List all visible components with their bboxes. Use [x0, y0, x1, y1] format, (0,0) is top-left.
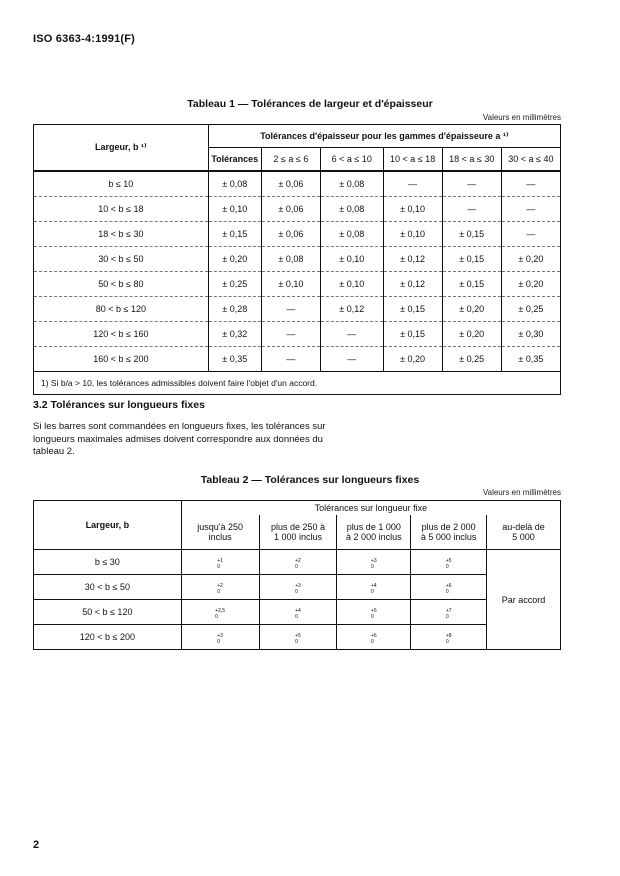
table2-caption: Tableau 2 — Tolérances sur longueurs fixes: [200, 474, 420, 486]
length-tolerance: [259, 550, 337, 575]
row-label: b ≤ 10: [34, 171, 209, 197]
upper-deviation: +2,5: [215, 608, 226, 614]
thickness-tolerance: ± 0,20: [501, 247, 560, 272]
thickness-tolerance: ± 0,25: [501, 297, 560, 322]
thickness-tolerance: ± 0,12: [383, 272, 442, 297]
range-line1: plus de 250 à: [270, 522, 325, 532]
table2-header-range: [181, 515, 259, 550]
upper-deviation: +6: [370, 633, 377, 639]
by-agreement: Par accord: [487, 550, 561, 650]
thickness-tolerance: ± 0,08: [320, 197, 383, 222]
table-row: [34, 197, 561, 222]
upper-deviation: +8: [445, 633, 452, 639]
range-line2: à 2 000 inclus: [346, 532, 402, 542]
section-paragraph: Si les barres sont commandées en longueurs fixes, les tolérances sur longueurs maximales admises doivent correspondre aux données du tableau 2.: [33, 421, 326, 457]
thickness-tolerance: —: [320, 347, 383, 372]
length-tolerance: [411, 625, 487, 650]
upper-deviation: +5: [295, 633, 301, 639]
table-row: [34, 575, 561, 600]
lower-deviation: 0: [445, 614, 449, 620]
thickness-tolerance: ± 0,15: [383, 297, 442, 322]
thickness-tolerance: —: [442, 197, 501, 222]
thickness-tolerance: ± 0,10: [383, 222, 442, 247]
width-tolerance: ± 0,20: [208, 247, 261, 272]
thickness-tolerance: —: [261, 347, 320, 372]
length-tolerance: [181, 625, 259, 650]
length-tolerance: [411, 550, 487, 575]
thickness-tolerance: ± 0,06: [261, 171, 320, 197]
thickness-tolerance: —: [261, 297, 320, 322]
lower-deviation: 0: [370, 589, 374, 595]
thickness-tolerance: ± 0,06: [261, 197, 320, 222]
length-tolerance: [181, 550, 259, 575]
thickness-tolerance: ± 0,08: [261, 247, 320, 272]
row-label: 10 < b ≤ 18: [34, 197, 209, 222]
thickness-tolerance: ± 0,08: [320, 222, 383, 247]
table2-header-range: [487, 515, 561, 550]
lower-deviation: 0: [445, 589, 449, 595]
row-label: 50 < b ≤ 120: [34, 600, 182, 625]
range-line1: plus de 1 000: [346, 522, 401, 532]
length-tolerance: [181, 600, 259, 625]
table-row: [34, 272, 561, 297]
thickness-tolerance: ± 0,20: [442, 322, 501, 347]
range-line2: à 5 000 inclus: [420, 532, 477, 542]
upper-deviation: +2: [295, 558, 301, 564]
range-line2: 5 000: [512, 532, 535, 542]
width-tolerance: ± 0,28: [208, 297, 261, 322]
table1-footnote: 1) Si b/a > 10, les tolérances admissibles doivent faire l'objet d'un accord.: [34, 372, 561, 395]
page-number: 2: [33, 839, 40, 851]
length-tolerance: [259, 625, 337, 650]
length-tolerance: [181, 575, 259, 600]
lower-deviation: 0: [370, 564, 374, 570]
upper-deviation: +4: [295, 608, 301, 614]
table2-header-width: Largeur, b: [34, 501, 182, 550]
table-row: [34, 347, 561, 372]
upper-deviation: +5: [370, 608, 377, 614]
upper-deviation: +3: [217, 633, 223, 639]
thickness-tolerance: ± 0,10: [320, 247, 383, 272]
thickness-tolerance: ± 0,35: [501, 347, 560, 372]
table1-units: Valeurs en millimètres: [482, 113, 561, 122]
thickness-tolerance: ± 0,06: [261, 222, 320, 247]
thickness-tolerance: ± 0,15: [383, 322, 442, 347]
thickness-tolerance: —: [501, 222, 560, 247]
table2: [33, 500, 561, 650]
thickness-tolerance: —: [383, 171, 442, 197]
lower-deviation: 0: [295, 614, 298, 620]
lower-deviation: 0: [295, 639, 298, 645]
upper-deviation: +7: [445, 608, 452, 614]
thickness-tolerance: ± 0,20: [383, 347, 442, 372]
thickness-tolerance: ± 0,12: [320, 297, 383, 322]
table1-header-range: 6 < a ≤ 10: [320, 148, 383, 172]
lower-deviation: 0: [217, 589, 221, 595]
length-tolerance: [337, 575, 411, 600]
thickness-tolerance: ± 0,08: [320, 171, 383, 197]
row-label: 50 < b ≤ 80: [34, 272, 209, 297]
upper-deviation: +6: [445, 583, 452, 589]
thickness-tolerance: ± 0,15: [442, 272, 501, 297]
thickness-tolerance: ± 0,15: [442, 247, 501, 272]
table1-header-range: 30 < a ≤ 40: [501, 148, 560, 172]
table2-header-range: [411, 515, 487, 550]
width-tolerance: ± 0,32: [208, 322, 261, 347]
table1-caption: Tableau 1 — Tolérances de largeur et d'épaisseur: [187, 98, 433, 110]
upper-deviation: +4: [370, 583, 377, 589]
table1-header-group: Tolérances d'épaisseur pour les gammes d'épaisseure a ¹⁾: [208, 125, 560, 148]
table-row: [34, 171, 561, 197]
width-tolerance: ± 0,10: [208, 197, 261, 222]
thickness-tolerance: —: [501, 171, 560, 197]
row-label: 80 < b ≤ 120: [34, 297, 209, 322]
thickness-tolerance: ± 0,25: [442, 347, 501, 372]
thickness-tolerance: ± 0,12: [383, 247, 442, 272]
length-tolerance: [337, 625, 411, 650]
table1-header-range: 18 < a ≤ 30: [442, 148, 501, 172]
section-title: 3.2 Tolérances sur longueurs fixes: [33, 399, 205, 411]
table2-header-range: [337, 515, 411, 550]
range-line2: inclus: [208, 532, 232, 542]
table1-header-tolerances: Tolérances: [208, 148, 261, 172]
row-label: 160 < b ≤ 200: [34, 347, 209, 372]
lower-deviation: 0: [295, 589, 298, 595]
range-line1: au-delà de: [502, 522, 545, 532]
thickness-tolerance: —: [320, 322, 383, 347]
lower-deviation: 0: [217, 564, 221, 570]
length-tolerance: [411, 575, 487, 600]
width-tolerance: ± 0,08: [208, 171, 261, 197]
table-row: [34, 550, 561, 575]
table1-header-width: Largeur, b ¹⁾: [34, 125, 209, 172]
thickness-tolerance: —: [501, 197, 560, 222]
length-tolerance: [337, 600, 411, 625]
lower-deviation: 0: [370, 614, 374, 620]
lower-deviation: 0: [295, 564, 298, 570]
width-tolerance: ± 0,35: [208, 347, 261, 372]
upper-deviation: +1: [217, 558, 223, 564]
table2-units: Valeurs en millimètres: [482, 488, 561, 497]
thickness-tolerance: ± 0,20: [501, 272, 560, 297]
length-tolerance: [337, 550, 411, 575]
width-tolerance: ± 0,25: [208, 272, 261, 297]
range-line2: 1 000 inclus: [273, 532, 322, 542]
row-label: 120 < b ≤ 200: [34, 625, 182, 650]
thickness-tolerance: ± 0,20: [442, 297, 501, 322]
table-row: [34, 297, 561, 322]
width-tolerance: ± 0,15: [208, 222, 261, 247]
upper-deviation: +5: [445, 558, 452, 564]
thickness-tolerance: ± 0,10: [383, 197, 442, 222]
lower-deviation: 0: [215, 614, 218, 620]
range-line1: plus de 2 000: [421, 522, 476, 532]
thickness-tolerance: —: [261, 322, 320, 347]
upper-deviation: +3: [370, 558, 377, 564]
row-label: 120 < b ≤ 160: [34, 322, 209, 347]
table1: [33, 124, 561, 395]
table2-header-group: Tolérances sur longueur fixe: [181, 501, 560, 516]
thickness-tolerance: ± 0,10: [320, 272, 383, 297]
upper-deviation: +3: [295, 583, 301, 589]
length-tolerance: [259, 575, 337, 600]
document-id: ISO 6363-4:1991(F): [33, 33, 136, 45]
range-line1: jusqu'à 250: [197, 522, 243, 532]
lower-deviation: 0: [445, 564, 449, 570]
row-label: b ≤ 30: [34, 550, 182, 575]
length-tolerance: [411, 600, 487, 625]
table1-header-range: 10 < a ≤ 18: [383, 148, 442, 172]
thickness-tolerance: —: [442, 171, 501, 197]
thickness-tolerance: ± 0,15: [442, 222, 501, 247]
row-label: 18 < b ≤ 30: [34, 222, 209, 247]
table1-header-range: 2 ≤ a ≤ 6: [261, 148, 320, 172]
row-label: 30 < b ≤ 50: [34, 247, 209, 272]
row-label: 30 < b ≤ 50: [34, 575, 182, 600]
upper-deviation: +2: [217, 583, 223, 589]
lower-deviation: 0: [370, 639, 374, 645]
thickness-tolerance: ± 0,10: [261, 272, 320, 297]
table2-header-range: [259, 515, 337, 550]
lower-deviation: 0: [445, 639, 449, 645]
thickness-tolerance: ± 0,30: [501, 322, 560, 347]
length-tolerance: [259, 600, 337, 625]
table-row: [34, 322, 561, 347]
table-row: [34, 247, 561, 272]
table-row: [34, 222, 561, 247]
lower-deviation: 0: [217, 639, 221, 645]
table-row: [34, 600, 561, 625]
table-row: [34, 625, 561, 650]
